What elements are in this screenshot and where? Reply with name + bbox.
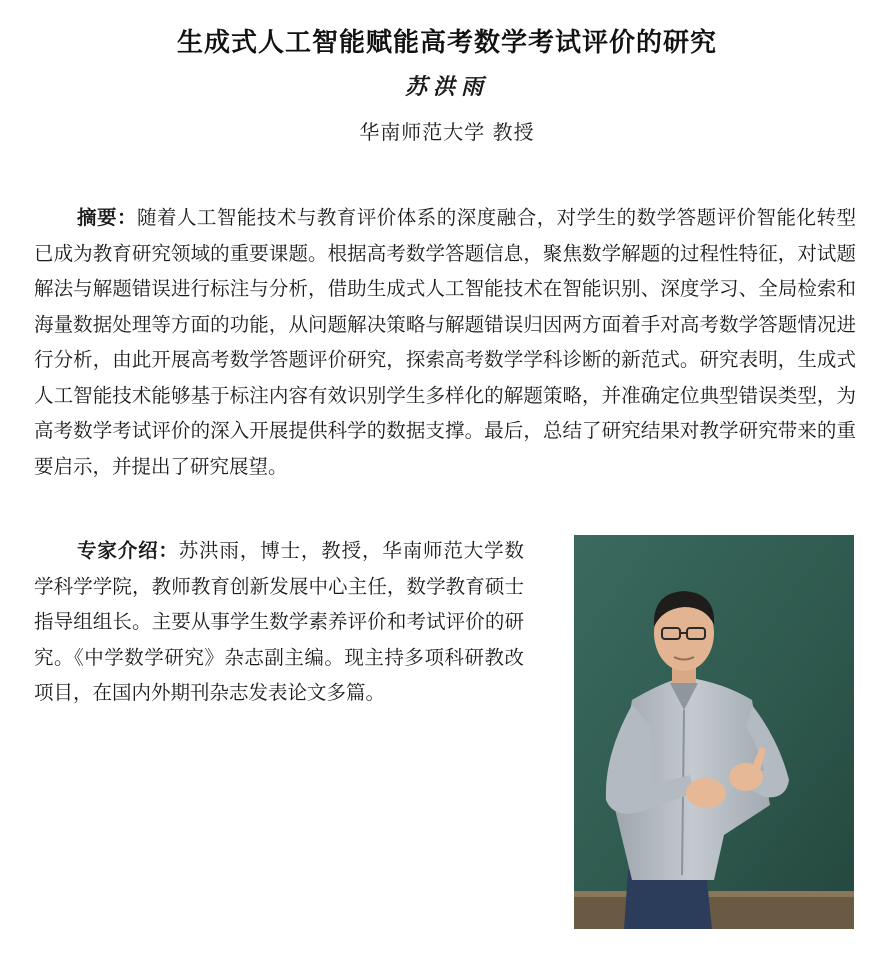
author-photo <box>574 535 854 929</box>
bio-label: 专家介绍： <box>77 539 179 562</box>
abstract-label: 摘要： <box>77 206 137 229</box>
author-name: 苏洪雨 <box>404 74 489 100</box>
abstract-paragraph <box>34 200 856 484</box>
abstract-text: 随着人工智能技术与教育评价体系的深度融合，对学生的数学答题评价智能化转型已成为教育研究领域的重要课题。根据高考数学答题信息，聚焦数学解题的过程性特征，对试题解法与解题错误进行标注与分析，借助生成式人工智能技术在智能识别、深度学习、全局检索和海量数据处理等方面的功能，从问题解决策略与解题错误归因两方面着手对高考数学答题情况进行分析，由此开展高考数学答题评价研究，探索高考数学学科诊断的新范式。研究表明，生成式人工智能技术能够基于标注内容有效识别学生多样化的解题策略，并准确定位典型错误类型，为高考数学考试评价的深入开展提供科学的数据支撑。最后，总结了研究结果对教学研究带来的重要启示，并提出了研究展望。 <box>34 206 856 478</box>
bio-text: 苏洪雨，博士，教授，华南师范大学数学科学学院，教师教育创新发展中心主任，数学教育硕士指导组组长。主要从事学生数学素养评价和考试评价的研究。《中学数学研究》杂志副主编。现主持多项科研教改项目，在国内外期刊杂志发表论文多篇。 <box>34 539 524 704</box>
bio-paragraph <box>34 533 524 711</box>
author-affiliation: 华南师范大学 教授 <box>359 120 535 144</box>
author-photo-illustration <box>574 535 854 929</box>
article-title: 生成式人工智能赋能高考数学考试评价的研究 <box>176 28 717 58</box>
